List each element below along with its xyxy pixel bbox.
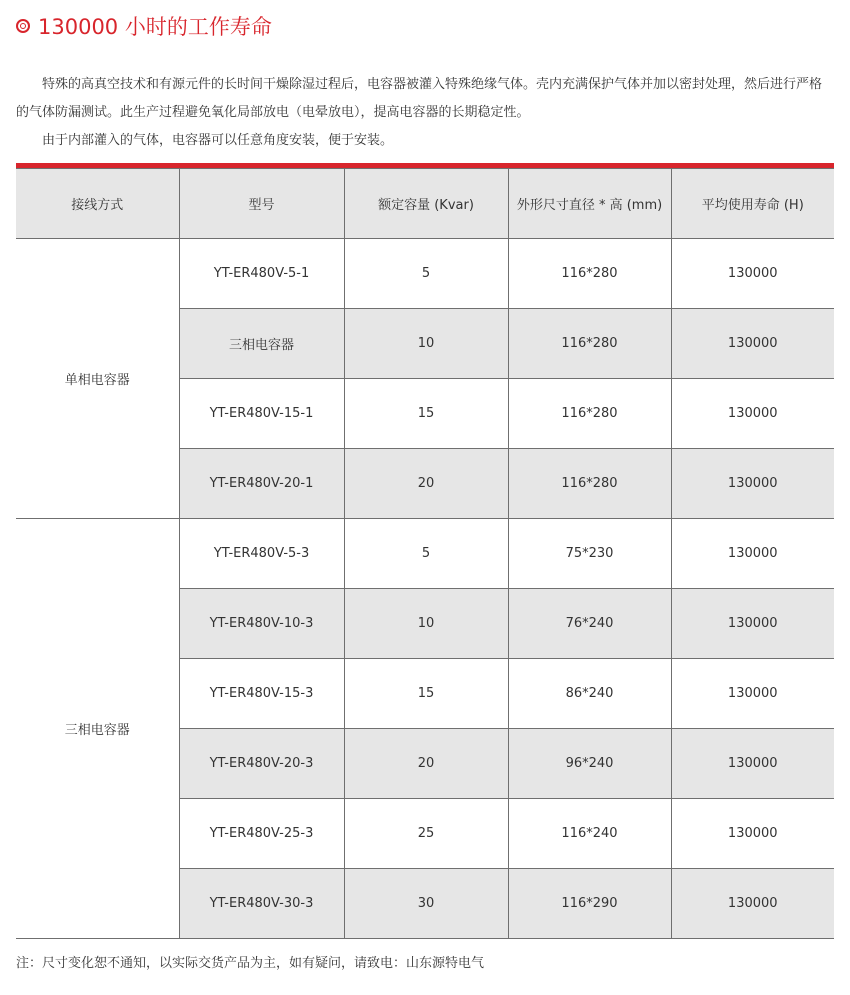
cell-size: 116*290 <box>508 869 671 939</box>
cell-model: 三相电容器 <box>179 309 344 379</box>
cell-life: 130000 <box>671 799 834 869</box>
header-model: 型号 <box>179 169 344 239</box>
cell-life: 130000 <box>671 729 834 799</box>
cell-life: 130000 <box>671 869 834 939</box>
cell-model: YT-ER480V-15-3 <box>179 659 344 729</box>
cell-capacity: 15 <box>344 379 508 449</box>
cell-life: 130000 <box>671 659 834 729</box>
header-life: 平均使用寿命 (H) <box>671 169 834 239</box>
cell-size: 116*280 <box>508 239 671 309</box>
section-title-text: 130000 小时的工作寿命 <box>38 15 272 39</box>
header-capacity: 额定容量 (Kvar) <box>344 169 508 239</box>
cell-model: YT-ER480V-30-3 <box>179 869 344 939</box>
cell-capacity: 10 <box>344 589 508 659</box>
cell-model: YT-ER480V-25-3 <box>179 799 344 869</box>
group-label-three-phase: 三相电容器 <box>16 519 179 939</box>
cell-capacity: 30 <box>344 869 508 939</box>
cell-model: YT-ER480V-10-3 <box>179 589 344 659</box>
cell-life: 130000 <box>671 519 834 589</box>
cell-capacity: 5 <box>344 519 508 589</box>
cell-model: YT-ER480V-20-1 <box>179 449 344 519</box>
cell-model: YT-ER480V-15-1 <box>179 379 344 449</box>
double-circle-icon <box>16 19 30 33</box>
cell-capacity: 20 <box>344 449 508 519</box>
footnote: 注：尺寸变化恕不通知，以实际交货产品为主，如有疑问，请致电：山东源特电气 <box>16 956 485 971</box>
table-header-row <box>16 169 834 239</box>
cell-life: 130000 <box>671 449 834 519</box>
install-paragraph: 由于内部灌入的气体，电容器可以任意角度安装，便于安装。 <box>42 133 394 148</box>
cell-capacity: 15 <box>344 659 508 729</box>
cell-size: 116*280 <box>508 449 671 519</box>
cell-size: 86*240 <box>508 659 671 729</box>
cell-model: YT-ER480V-5-1 <box>179 239 344 309</box>
section-title <box>16 10 272 42</box>
cell-life: 130000 <box>671 239 834 309</box>
cell-size: 96*240 <box>508 729 671 799</box>
cell-capacity: 20 <box>344 729 508 799</box>
table-row <box>16 239 834 309</box>
cell-size: 75*230 <box>508 519 671 589</box>
header-wiring: 接线方式 <box>16 169 179 239</box>
spec-table <box>16 168 834 939</box>
intro-paragraph: 特殊的高真空技术和有源元件的长时间干燥除湿过程后，电容器被灌入特殊绝缘气体。壳内充满保护气体并加以密封处理，然后进行严格的气体防漏测试。此生产过程避免氧化局部放电（电晕放电），提高电容器的长期稳定性。 <box>16 77 823 120</box>
cell-size: 76*240 <box>508 589 671 659</box>
cell-capacity: 10 <box>344 309 508 379</box>
cell-life: 130000 <box>671 309 834 379</box>
cell-model: YT-ER480V-20-3 <box>179 729 344 799</box>
cell-size: 116*280 <box>508 309 671 379</box>
cell-capacity: 5 <box>344 239 508 309</box>
table-row <box>16 519 834 589</box>
cell-model: YT-ER480V-5-3 <box>179 519 344 589</box>
cell-size: 116*240 <box>508 799 671 869</box>
header-size: 外形尺寸直径 * 高 (mm) <box>508 169 671 239</box>
cell-life: 130000 <box>671 379 834 449</box>
group-label-single-phase: 单相电容器 <box>16 239 179 519</box>
cell-life: 130000 <box>671 589 834 659</box>
cell-capacity: 25 <box>344 799 508 869</box>
cell-size: 116*280 <box>508 379 671 449</box>
